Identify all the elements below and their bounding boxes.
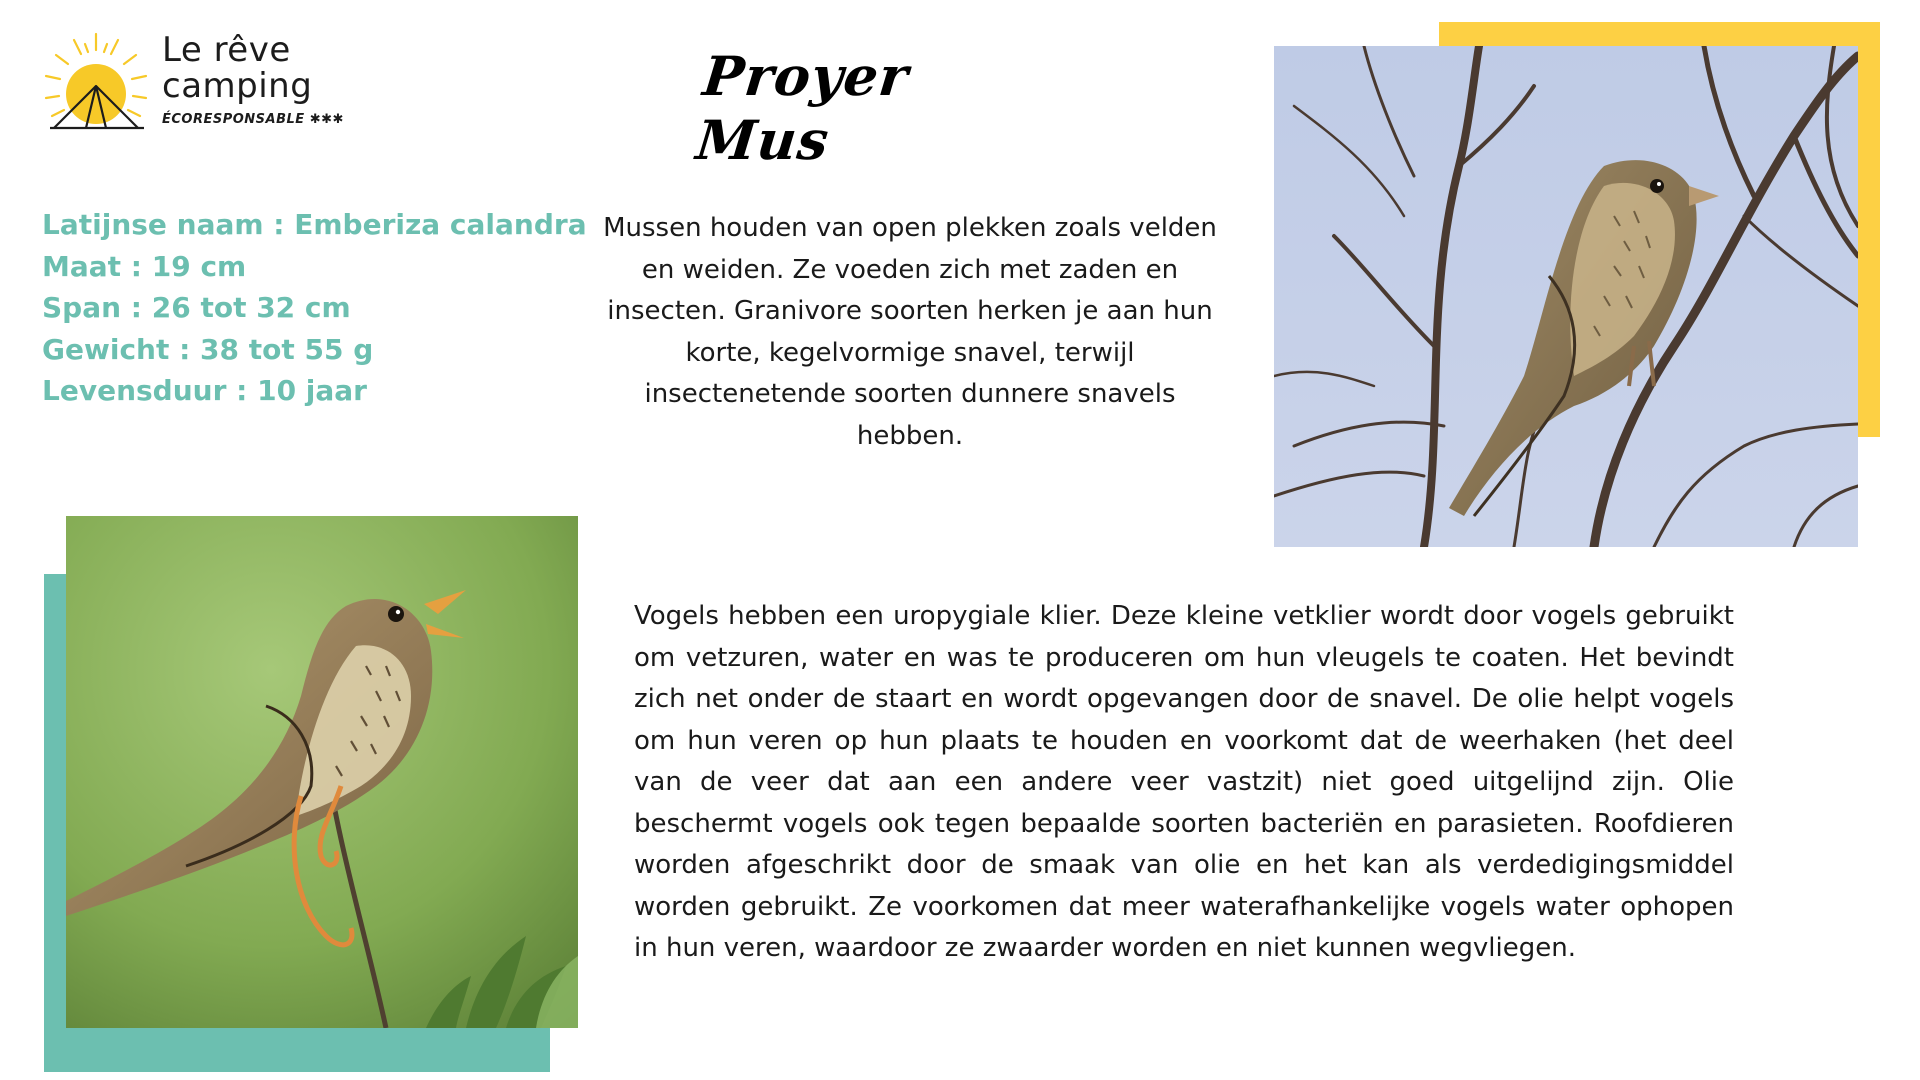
camping-logo [40, 28, 360, 138]
fact-size: Maat : 19 cm [42, 249, 247, 283]
fact-weight: Gewicht : 38 tot 55 g [42, 332, 374, 366]
bird-photo-illustration [1274, 46, 1858, 547]
body-paragraph: Vogels hebben een uropygiale klier. Deze kleine vetklier wordt door vogels gebruikt om vetzuren, water en was te produceren om hun vleugels te coaten. Het bevindt zich net onder de staart en wordt opgevangen door de snavel. De olie helpt vogels om hun veren op hun plaats te houden en voorkomt dat de weerhaken (het deel van de veer dat aan een andere veer vastzit) niet goed uitgelijnd zijn. Olie beschermt vogels ook tegen bepaalde soorten bacteriën en parasieten. Roofdieren worden afgeschrikt door de smaak van olie en het kan als verdedigingsmiddel worden gebruikt. Ze voorkomen dat meer waterafhankelijke vogels water ophopen in hun veren, waardoor ze zwaarder worden en niet kunnen wegvliegen. [634, 601, 1734, 963]
fact-wingspan: Span : 26 tot 32 cm [42, 291, 351, 324]
singing-bird-illustration [66, 516, 578, 1028]
bird-on-branch-photo [1274, 46, 1858, 547]
logo-line-1: Le rêve [162, 30, 291, 70]
intro-paragraph: Mussen houden van open plekken zoals velden en weiden. Ze voeden zich met zaden en insecten. Granivore soorten herken je aan hun korte, kegelvormige snavel, terwijl insectenetende soorten dunnere snavels hebben. [603, 213, 1217, 451]
fact-lifespan: Levensduur : 10 jaar [42, 374, 367, 407]
page-title: Proyer Mus [693, 44, 912, 172]
logo-tagline: ÉCORESPONSABLE ✱✱✱ [162, 112, 344, 127]
fact-latin-name: Latijnse naam : Emberiza calandra [42, 208, 587, 241]
logo-wordmark [162, 32, 362, 127]
bird-facts-list [42, 204, 602, 412]
singing-bird-photo [66, 516, 578, 1028]
logo-line-2: camping [162, 66, 313, 106]
sun-tent-icon [40, 28, 160, 138]
